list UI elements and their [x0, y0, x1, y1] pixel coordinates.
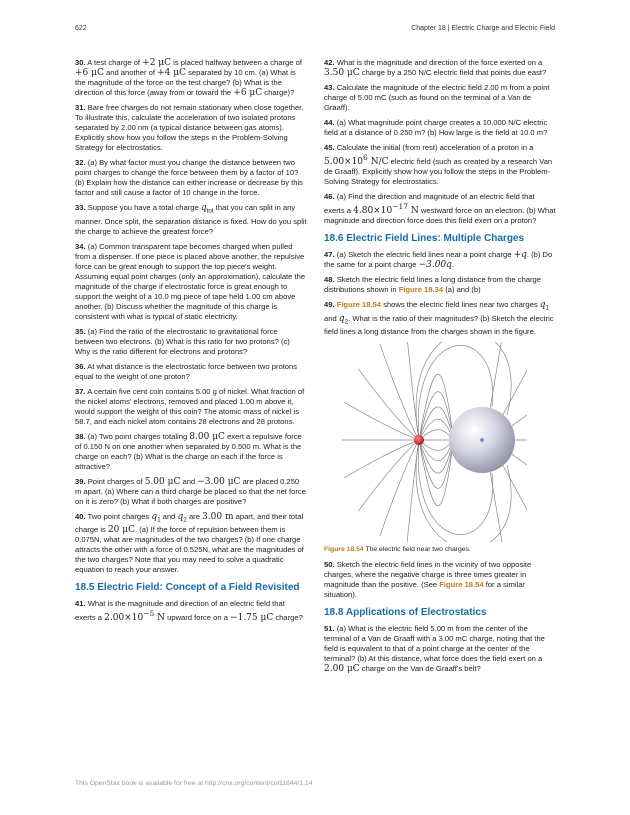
figure-link-18-34[interactable]: Figure 18.34 — [398, 285, 444, 294]
problem-44: 44. (a) What magnitude point charge creates a 10,000 N/C electric field at a distance of 0.250 m? (b) How large is the field at 10.0 m? — [324, 118, 548, 137]
problem-41: 41. What is the magnitude and direction of an electric field that exerts a $2.00\times 10^{-5}$ N upward force on a −1.75 μC charge? — [75, 599, 303, 624]
problem-31: 31. Bare free charges do not remain stationary when close together. To illustrate this, calculate the acceleration of two isolated protons separated by 2.00 nm (a typical distance between gas atoms). Explicitly show how you follow the steps in the Problem-Solving Strategy for electrostatics. — [75, 103, 304, 152]
figure-link-18-54-b[interactable]: Figure 18.54 — [439, 580, 484, 590]
footer-note: This OpenStax book is available for free at http://cnx.org/content/col11844/1.14 — [75, 780, 313, 787]
page-number: 622 — [75, 25, 87, 32]
field-line — [419, 440, 452, 473]
field-lines-diagram — [342, 342, 527, 542]
problem-50: 50. Sketch the electric field lines in the vicinity of two opposite charges, where the negative charge is three times greater in magnitude than the positive. (See Figure 18.54 for a similar situation). — [324, 560, 532, 600]
field-line — [419, 407, 452, 440]
problem-34: 34. (a) Common transparent tape becomes charged when pulled from a dispenser. If one piece is placed above another, the repulsive force can be great enough to support the top piece's weight. Assuming equal point charges (only an approximation), calculate the magnitude of the charge if electrostatic force is great enough to support the weight of a 10.0 mg piece of tape held 1.00 cm above another. (b) Discuss whether the magnitude of this charge is consistent with what is typical of static electricity. — [75, 241, 306, 321]
problem-48: 48. Sketch the electric field lines a long distance from the charge distributions shown in Figure 18.34 (a) and (b) — [324, 275, 541, 294]
left-column — [75, 58, 307, 628]
field-line — [490, 342, 504, 408]
problem-36: 36. At what distance is the electrostatic force between two protons equal to the weight of one proton? — [75, 361, 298, 381]
problem-35: 35. (a) Find the ratio of the electrostatic to gravitational force between two electrons. (b) What is this ratio for two protons? (c) Why is the ratio different for electrons and protons? — [75, 326, 290, 356]
problem-43: 43. Calculate the magnitude of the electric field 2.00 m from a point charge of 5.00 mC (such as found on the terminal of a Van de Graaff). — [324, 83, 550, 112]
figure-link-18-54[interactable]: Figure 18.54 — [336, 300, 382, 309]
figure-18-54 — [342, 342, 527, 542]
field-line — [358, 369, 419, 440]
problem-33: 33. Suppose you have a total charge $q_{tot}$ that you can split in any manner. Once split, the separation distance is fixed. How do you split the charge to achieve the greatest force? — [75, 203, 307, 236]
field-line — [344, 402, 419, 440]
field-line — [503, 348, 527, 415]
field-line — [358, 440, 419, 511]
problem-45: 45. Calculate the initial (from rest) acceleration of a proton in a $5.00\times 10^6$ N/C electric field (such as created by a research Van de Graaff). Explicitly show how you follow the steps in the Problem-Solving Strategy for electrostatics. — [324, 143, 553, 186]
field-line — [344, 440, 419, 478]
problem-42: 42. What is the magnitude and direction of the force exerted on a 3.50 μC charge by a 250 N/C electric field that points due east? — [324, 58, 547, 78]
section-heading-18-5: 18.5 Electric Field: Concept of a Field Revisited — [75, 582, 300, 594]
problem-46: 46. (a) Find the direction and magnitude of an electric field that exerts a $4.80\times 10^{-17}$ N westward force on an electron. (b) What magnitude and direction force does this field exert on a proton? — [324, 192, 556, 225]
problem-47: 47. (a) Sketch the electric field lines near a point charge +q. (b) Do the same for a point charge −3.00q. — [324, 250, 553, 270]
problem-40: 40. Two point charges $q_1$ and $q_2$ are 3.00 m apart, and their total charge is 20 μC. (a) If the force of repulsion between them is 0.075N, what are magnitudes of the two charges? (b) If one charge attracts the other with a force of 0.525N, what are the magnitudes of the two charges? Note that you may need to solve a quadratic equation to reach your answer. — [75, 511, 304, 575]
section-heading-18-6: 18.6 Electric Field Lines: Multiple Charges — [324, 233, 525, 244]
problem-30: 30. A test charge of +2 μC is placed halfway between a charge of +6 μC and another of +4 μC separated by 10 cm. (a) What is the magnitude of the force on the test charge? (b) What is the direction of this force (away from or toward the +6 μC charge)? — [75, 58, 302, 98]
problem-37: 37. A certain five cent coin contains 5.00 g of nickel. What fraction of the nickel atoms' electrons, removed and placed 1.00 m above it, would support the weight of this coin? The atomic mass of nickel is 58.7, and each nickel atom contains 28 electrons and 28 protons. — [75, 386, 305, 426]
figure-caption: Figure 18.54 The electric field near two charges. — [324, 546, 471, 554]
problem-51: 51. (a) What is the electric field 5.00 m from the center of the terminal of a Van de Graaff with a 3.00 mC charge, noting that the field is equivalent to that of a point charge at the center of the terminal? (b) At this distance, what force does the field exert on a 2.00 μC charge on the Van de Graaff's belt? — [324, 624, 545, 675]
field-line — [490, 472, 504, 542]
large-charge-center — [480, 438, 484, 442]
section-heading-18-8: 18.8 Applications of Electrostatics — [324, 607, 487, 619]
problem-49: 49. Figure 18.54 shows the electric field lines near two charges $q_1$ and $q_2$. What is the ratio of their magnitudes? (b) Sketch the electric field lines a long distance from the charges shown in the figure. — [324, 300, 554, 337]
problem-32: 32. (a) By what factor must you change the distance between two point charges to change the force between them by a factor of 10? (b) Explain how the distance can either increase or decrease by this factor and still cause a factor of 10 change in the force. — [75, 158, 303, 197]
problem-39: 39. Point charges of 5.00 μC and −3.00 μC are placed 0.250 m apart. (a) Where can a third charge be placed so that the net force on it is zero? (b) What if both charges are positive? — [75, 476, 306, 506]
right-column — [324, 58, 556, 679]
chapter-title: Chapter 18 | Electric Charge and Electric Field — [411, 25, 555, 32]
field-line — [503, 465, 527, 532]
problem-38: 38. (a) Two point charges totaling 8.00 μC exert a repulsive force of 0.150 N on one another when separated by 0.500 m. What is the charge on each? (b) What is the charge on each if the force is attractive? — [75, 431, 302, 471]
small-charge — [414, 435, 424, 445]
